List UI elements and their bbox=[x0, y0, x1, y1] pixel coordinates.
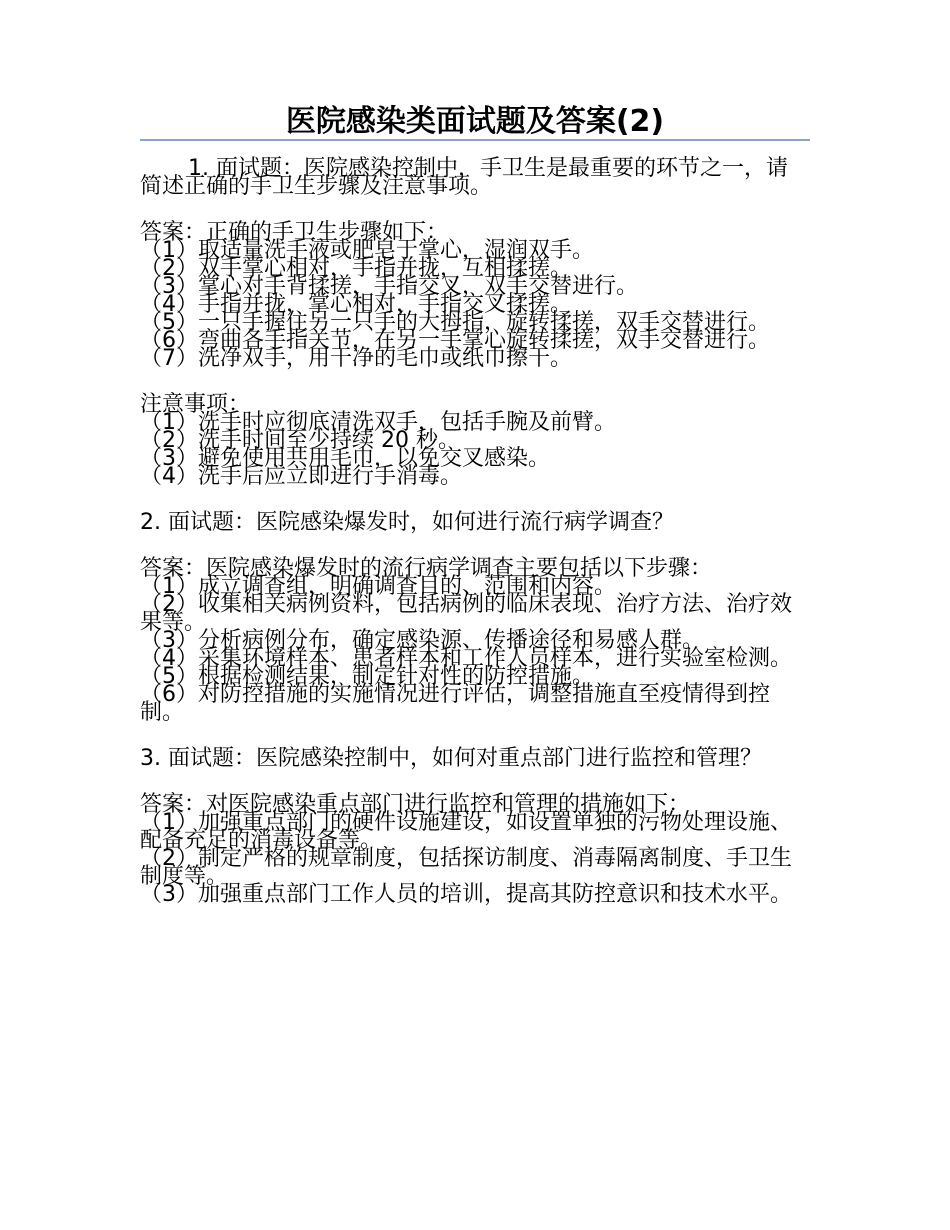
q1-step-7: （7）洗净双手，用干净的毛巾或纸巾擦干。 bbox=[140, 346, 572, 371]
q1-answer-intro: 答案：正确的手卫生步骤如下： bbox=[140, 220, 449, 245]
q2-step-5: （5）根据检测结果，制定针对性的防控措施。 bbox=[140, 664, 594, 689]
q2-step-4: （4）采集环境样本、患者样本和工作人员样本，进行实验室检测。 bbox=[140, 646, 792, 671]
q2-step-3: （3）分析病例分布，确定感染源、传播途径和易感人群。 bbox=[140, 628, 704, 653]
page-title: 医院感染类面试题及答案(2) bbox=[285, 104, 665, 139]
q1-step-6: （6）弯曲各手指关节，在另一手掌心旋转揉搓，双手交替进行。 bbox=[140, 328, 770, 353]
q1-note-1: （1）洗手时应彻底清洗双手，包括手腕及前臂。 bbox=[140, 410, 616, 435]
q2-answer-intro: 答案：医院感染爆发时的流行病学调查主要包括以下步骤： bbox=[140, 556, 713, 581]
q1-step-1: （1）取适量洗手液或肥皂于掌心，湿润双手。 bbox=[140, 238, 594, 263]
q1-step-3: （3）掌心对手背揉搓，手指交叉，双手交替进行。 bbox=[140, 274, 638, 299]
q1-notes-intro: 注意事项： bbox=[140, 392, 251, 417]
q1-step-5: （5）一只手握住另一只手的大拇指，旋转揉搓，双手交替进行。 bbox=[140, 310, 770, 335]
document-body bbox=[140, 156, 808, 907]
q1-question: 1. 面试题：医院感染控制中，手卫生是最重要的环节之一，请简述正确的手卫生步骤及注意事项。 bbox=[140, 156, 788, 199]
title-underline bbox=[140, 139, 810, 141]
q1-note-2: （2）洗手时间至少持续 20 秒。 bbox=[140, 428, 460, 453]
q3-question: 3. 面试题：医院感染控制中，如何对重点部门进行监控和管理？ bbox=[140, 746, 762, 771]
q2-step-1: （1）成立调查组，明确调查目的、范围和内容。 bbox=[140, 574, 616, 599]
q1-step-4: （4）手指并拢，掌心相对，手指交叉揉搓。 bbox=[140, 292, 572, 317]
q1-note-4: （4）洗手后应立即进行手消毒。 bbox=[140, 464, 462, 489]
q3-step-3: （3）加强重点部门工作人员的培训，提高其防控意识和技术水平。 bbox=[140, 882, 792, 907]
q3-step-2: （2）制定严格的规章制度，包括探访制度、消毒隔离制度、手卫生制度等。 bbox=[140, 846, 792, 889]
q1-note-3: （3）避免使用共用毛巾，以免交叉感染。 bbox=[140, 446, 550, 471]
q3-step-1: （1）加强重点部门的硬件设施建设，如设置单独的污物处理设施、配备充足的消毒设备等。 bbox=[140, 810, 792, 853]
q3-answer-intro: 答案：对医院感染重点部门进行监控和管理的措施如下： bbox=[140, 792, 691, 817]
q2-step-6: （6）对防控措施的实施情况进行评估，调整措施直至疫情得到控制。 bbox=[140, 682, 770, 725]
q2-question: 2. 面试题：医院感染爆发时，如何进行流行病学调查？ bbox=[140, 510, 674, 535]
q1-step-2: （2）双手掌心相对，手指并拢，互相揉搓。 bbox=[140, 256, 572, 281]
q2-step-2: （2）收集相关病例资料，包括病例的临床表现、治疗方法、治疗效果等。 bbox=[140, 592, 792, 635]
